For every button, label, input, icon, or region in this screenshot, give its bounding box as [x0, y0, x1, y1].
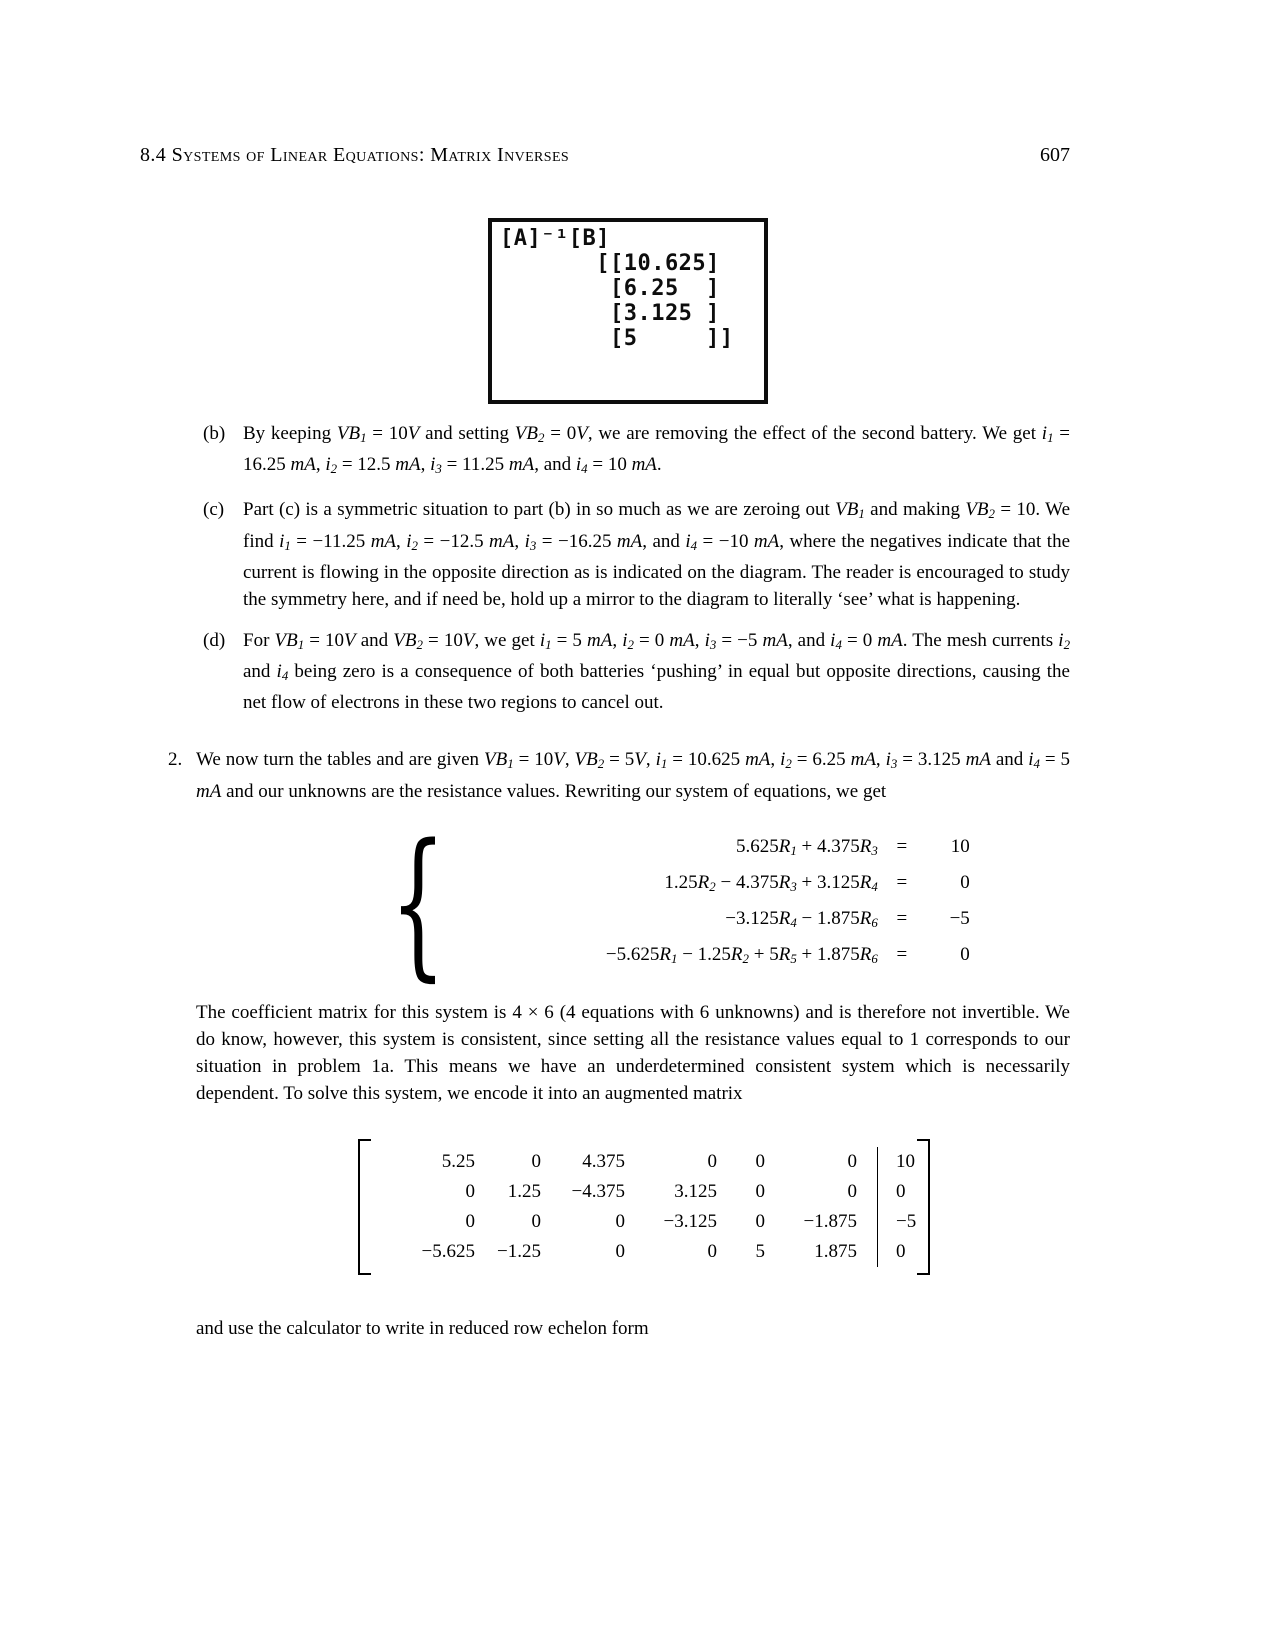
augmented-matrix: [358, 1139, 1070, 1275]
item-label: (d): [203, 629, 226, 651]
running-head: [140, 144, 1070, 167]
matrix-augmented-cell: −5: [877, 1207, 905, 1237]
item-label: (b): [203, 423, 226, 444]
item-text: Part (c) is a symmetric situation to part (b) in so much as we are zeroing out VB1 and making VB2 = 10. We find i1 = −11.25 mA, i2 = −12.5 mA, i3 = −16.25 mA, and i4 = −10 mA, where the negatives indicate that the current is flowing in the opposite direction as is indicated on the diagram. The reader is encouraged to study the symmetry here, and if need be, hold up a mirror to the diagram to literally ‘see’ what is happening.: [243, 499, 1071, 610]
matrix-cell: 0: [531, 1151, 541, 1173]
equals-sign: =: [896, 907, 908, 929]
matrix-cell: 5: [755, 1241, 765, 1263]
equals-sign: =: [896, 871, 908, 893]
matrix-cell: 0: [465, 1211, 475, 1233]
equation-row: [496, 903, 970, 939]
item-label: 2.: [168, 749, 183, 771]
closing-line: and use the calculator to write in reduced row echelon form: [196, 1318, 649, 1340]
item-text: We now turn the tables and are given VB1 = 10V, VB2 = 5V, i1 = 10.625 mA, i2 = 6.25 mA, i3 = 3.125 mA and i4 = 5 mA and our unknowns are the resistance values. Rewriting our system of equations, we get: [196, 749, 1071, 802]
matrix-cell: 3.125: [674, 1181, 717, 1203]
equation-rhs: 10: [950, 835, 970, 857]
equation-rhs: 0: [960, 871, 970, 893]
equation-lhs: 1.25R2 − 4.375R3 + 3.125R4: [664, 871, 878, 894]
matrix-cell: −1.25: [497, 1241, 541, 1263]
item-text: By keeping VB1 = 10V and setting VB2 = 0V, we are removing the effect of the second battery. We get i1 = 16.25 mA, i2 = 12.5 mA, i3 = 11.25 mA, and i4 = 10 mA.: [243, 423, 1070, 477]
matrix-cell: 0: [755, 1181, 765, 1203]
matrix-cell: 0: [755, 1151, 765, 1173]
matrix-augmented-cell: 0: [877, 1237, 905, 1267]
matrix-right-bracket: [917, 1139, 930, 1275]
matrix-cell: 0: [615, 1211, 625, 1233]
matrix-cell: 0: [847, 1151, 857, 1173]
matrix-augmented-cell: 0: [877, 1177, 905, 1207]
matrix-cell: 0: [615, 1241, 625, 1263]
matrix-cell: 4.375: [582, 1151, 625, 1173]
section-title: 8.4 Systems of Linear Equations: Matrix Inverses: [140, 144, 570, 166]
matrix-cell: −3.125: [663, 1211, 717, 1233]
equation-lhs: 5.625R1 + 4.375R3: [735, 835, 878, 858]
page-number: 607: [1040, 144, 1070, 166]
equation-row: [496, 831, 970, 867]
calculator-screen-text: [A]⁻¹[B] [[10.625] [6.25 ] [3.125 ] [5 ]]: [500, 226, 734, 351]
matrix-cell: 0: [755, 1211, 765, 1233]
equation-system: [390, 808, 1070, 996]
matrix-cell: −4.375: [571, 1181, 625, 1203]
matrix-cell: −1.875: [803, 1211, 857, 1233]
page-body: [140, 420, 1070, 1342]
matrix-cell: 0: [531, 1211, 541, 1233]
list-item-c: [140, 496, 1070, 612]
matrix-cell: 0: [465, 1181, 475, 1203]
matrix-cell: 0: [707, 1241, 717, 1263]
matrix-cell: 0: [847, 1181, 857, 1203]
body-paragraph: The coefficient matrix for this system is 4 × 6 (4 equations with 6 unknowns) and is therefore not invertible. We do know, however, this system is consistent, since setting all the resistance values equal to 1 corresponds to our situation in problem 1a. This means we have an underdetermined consistent system which is necessarily dependent. To solve this system, we encode it into an augmented matrix: [196, 1002, 1070, 1105]
list-item-d: [140, 627, 1070, 716]
equation-rhs: 0: [960, 944, 970, 966]
equals-sign: =: [896, 944, 908, 966]
matrix-grid: [371, 1139, 917, 1275]
calculator-screenshot: [488, 218, 768, 404]
matrix-cell: 1.25: [507, 1181, 541, 1203]
matrix-cell: 1.875: [814, 1241, 857, 1263]
list-item-2: [140, 746, 1070, 804]
equation-row: [496, 939, 970, 975]
equation-lhs: −5.625R1 − 1.25R2 + 5R5 + 1.875R6: [605, 944, 878, 967]
matrix-cell: 5.25: [441, 1151, 475, 1173]
equals-sign: =: [896, 835, 908, 857]
matrix-cell: 0: [707, 1151, 717, 1173]
equation-lhs: −3.125R4 − 1.875R6: [725, 907, 878, 931]
list-item-b: [140, 420, 1070, 482]
system-brace: {: [390, 808, 446, 996]
equation-rhs: −5: [949, 907, 970, 929]
equation-table: [496, 831, 970, 976]
matrix-augmented-cell: 10: [877, 1147, 905, 1177]
matrix-left-bracket: [358, 1139, 371, 1275]
equation-row: [496, 867, 970, 903]
item-text: For VB1 = 10V and VB2 = 10V, we get i1 = 5 mA, i2 = 0 mA, i3 = −5 mA, and i4 = 0 mA. The mesh currents i2 and i4 being zero is a consequence of both batteries ‘pushing’ in equal but opposite directions, causing the net flow of electrons in these two regions to cancel out.: [243, 629, 1071, 714]
matrix-cell: −5.625: [421, 1241, 475, 1263]
item-label: (c): [203, 499, 225, 521]
